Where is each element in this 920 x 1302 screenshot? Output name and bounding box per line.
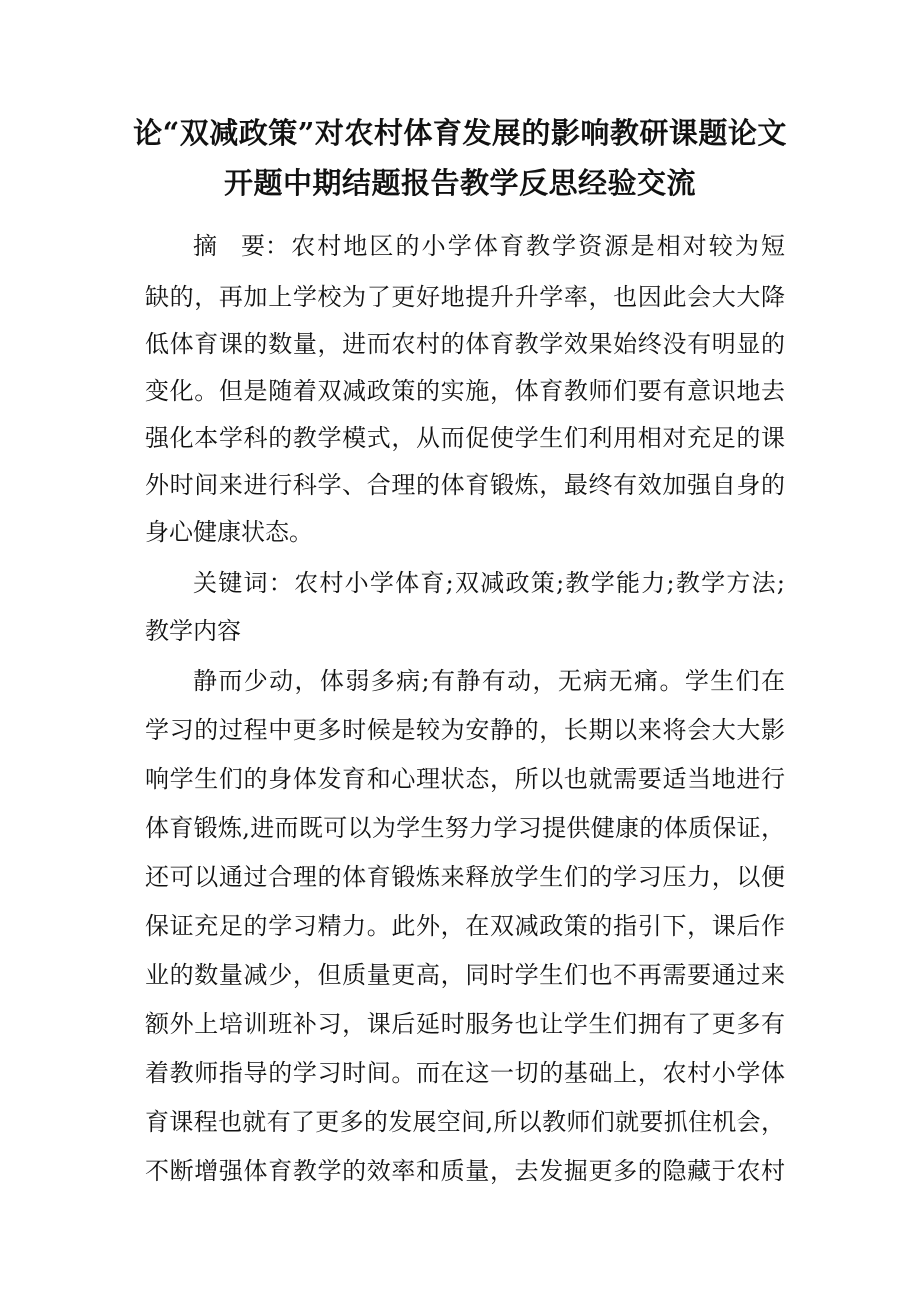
abstract-line-1 (193, 228, 785, 264)
paragraph-line-7: 业的数量减少，但质量更高，同时学生们也不再需要通过来 (145, 961, 785, 989)
document-title-line-1: 论“双减政策”对农村体育发展的影响教研课题论文 (133, 116, 787, 150)
paragraph-line-1: 静而少动，体弱多病;有静有动，无病无痛。学生们在 (193, 667, 785, 695)
paragraph-line-9: 着教师指导的学习时间。而在这一切的基础上，农村小学体 (145, 1059, 785, 1087)
keywords-line-2: 教学内容 (145, 617, 241, 645)
abstract-line-6: 外时间来进行科学、合理的体育锻炼，最终有效加强自身的 (145, 471, 785, 499)
abstract-text-line-1: 农村地区的小学体育教学资源是相对较为短 (289, 232, 785, 260)
paragraph-line-3: 响学生们的身体发育和心理状态，所以也就需要适当地进行 (145, 765, 785, 793)
paragraph-line-11: 不断增强体育教学的效率和质量，去发掘更多的隐藏于农村 (145, 1157, 785, 1185)
keywords-line-1: 关键词：农村小学体育;双减政策;教学能力;教学方法; (193, 569, 785, 597)
paragraph-line-4: 体育锻炼,进而既可以为学生努力学习提供健康的体质保证， (145, 814, 785, 842)
abstract-line-2: 缺的，再加上学校为了更好地提升升学率，也因此会大大降 (145, 283, 785, 311)
paragraph-line-6: 保证充足的学习精力。此外，在双减政策的指引下，课后作 (145, 912, 785, 940)
abstract-line-3: 低体育课的数量，进而农村的体育教学效果始终没有明显的 (145, 330, 785, 358)
abstract-line-4: 变化。但是随着双减政策的实施，体育教师们要有意识地去 (145, 377, 785, 405)
abstract-line-7: 身心健康状态。 (145, 518, 313, 546)
paragraph-line-10: 育课程也就有了更多的发展空间,所以教师们就要抓住机会， (145, 1108, 785, 1136)
paragraph-line-2: 学习的过程中更多时候是较为安静的，长期以来将会大大影 (145, 716, 785, 744)
abstract-line-5: 强化本学科的教学模式，从而促使学生们利用相对充足的课 (145, 424, 785, 452)
paragraph-line-8: 额外上培训班补习，课后延时服务也让学生们拥有了更多有 (145, 1010, 785, 1038)
paragraph-line-5: 还可以通过合理的体育锻炼来释放学生们的学习压力，以便 (145, 863, 785, 891)
document-title-line-2: 开题中期结题报告教学反思经验交流 (223, 166, 696, 200)
abstract-label: 摘 要： (193, 232, 289, 260)
